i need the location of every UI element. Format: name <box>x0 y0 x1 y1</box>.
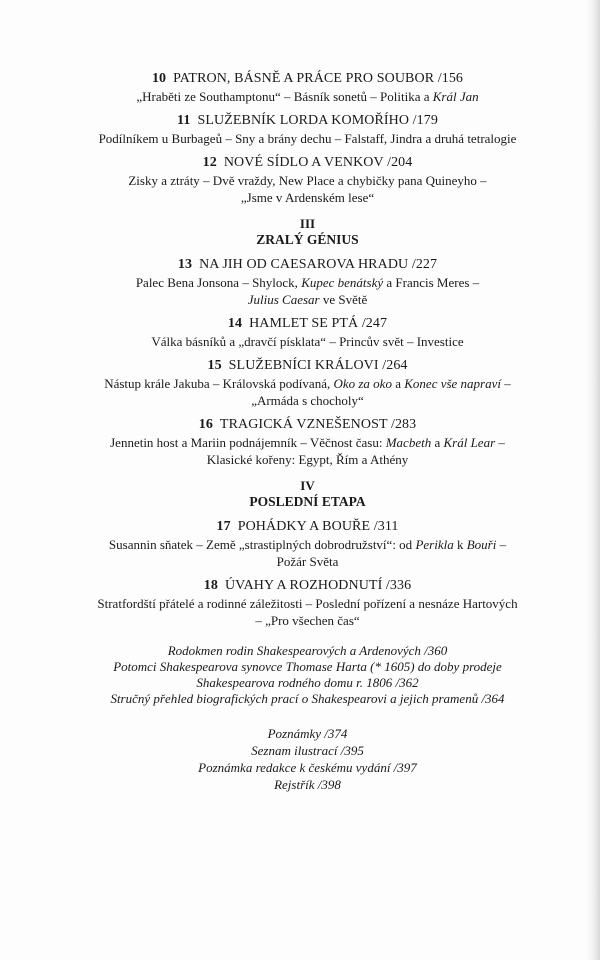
chapter-summary-line <box>40 333 575 350</box>
table-of-contents <box>40 70 575 793</box>
summary-text: ve Světě <box>319 292 368 307</box>
back-matter <box>40 725 575 793</box>
chapter-heading <box>40 70 575 88</box>
part-4-heading <box>40 478 575 510</box>
appendix-line: Stručný přehled biografických prací o Shakespearovi a jejich pramenů /364 <box>110 691 505 706</box>
summary-text: Klasické kořeny: Egypt, Řím a Athény <box>206 452 409 467</box>
toc-chapter-entry <box>40 416 575 468</box>
summary-text: a <box>431 435 444 450</box>
appendix-line: Shakespearova rodného domu r. 1806 /362 <box>196 675 419 690</box>
work-title: Kupec benátský <box>301 275 384 290</box>
work-title: Julius Caesar <box>247 292 320 307</box>
chapter-summary-line <box>40 274 575 291</box>
chapter-heading <box>40 112 575 130</box>
toc-chapter-entry <box>40 112 575 147</box>
back-matter-line: Poznámka redakce k českému vydání /397 <box>198 760 417 775</box>
summary-text: Susannin sňatek – Země „strastiplných dobrodružství“: od <box>108 537 416 552</box>
summary-text: – <box>496 537 507 552</box>
summary-text: – <box>501 376 511 391</box>
part-number: III <box>299 216 316 231</box>
part-4-chapters <box>40 518 575 629</box>
summary-text: a <box>391 376 405 391</box>
toc-chapter-entry <box>40 357 575 409</box>
summary-text: a Francis Meres – <box>383 275 480 290</box>
chapter-number: 13 <box>177 257 193 272</box>
chapter-summary-line <box>40 553 575 570</box>
summary-text: „Armáda s chocholy“ <box>251 393 364 408</box>
chapter-number: 16 <box>198 417 213 432</box>
chapter-heading <box>40 416 575 434</box>
toc-chapter-entry <box>40 518 575 570</box>
chapter-summary-line <box>40 595 575 612</box>
work-title: Macbeth <box>385 435 432 450</box>
appendix-line: Potomci Shakespearova synovce Thomase Harta (* 1605) do doby prodeje <box>113 659 502 674</box>
chapter-number: 14 <box>227 316 243 331</box>
summary-text: Jennetin host a Mariin podnájemník – Věčnost času: <box>110 435 386 450</box>
summary-text: Zisky a ztráty – Dvě vraždy, New Place a chybičky pana Quineyho – <box>128 173 487 188</box>
part-3-heading <box>40 216 575 248</box>
chapter-summary-line <box>40 536 575 553</box>
chapter-title: NOVÉ SÍDLO A VENKOV /204 <box>223 155 413 170</box>
summary-text: – „Pro všechen čas“ <box>255 613 360 628</box>
appendices <box>40 643 575 707</box>
part-3-chapters <box>40 256 575 468</box>
chapter-number: 15 <box>207 358 222 373</box>
summary-text: k <box>453 537 467 552</box>
chapter-summary-line <box>40 375 575 392</box>
chapter-heading <box>40 315 575 333</box>
chapter-number: 10 <box>151 71 167 86</box>
chapters-part-2-tail <box>40 70 575 206</box>
chapter-number: 12 <box>202 155 217 170</box>
chapter-heading <box>40 577 575 595</box>
chapter-heading <box>40 357 575 375</box>
chapter-heading <box>40 256 575 274</box>
summary-text: Nástup krále Jakuba – Královská podívaná, <box>104 376 334 391</box>
toc-chapter-entry <box>40 154 575 206</box>
chapter-title: SLUŽEBNÍK LORDA KOMOŘÍHO /179 <box>197 113 438 128</box>
work-title: Král Lear <box>443 435 496 450</box>
chapter-summary-line <box>40 392 575 409</box>
chapter-number: 11 <box>177 113 191 128</box>
chapter-summary-line <box>40 172 575 189</box>
chapter-title: PATRON, BÁSNĚ A PRÁCE PRO SOUBOR /156 <box>173 71 464 86</box>
work-title: Oko za oko <box>333 376 392 391</box>
chapter-number: 18 <box>203 578 218 593</box>
back-matter-line: Poznámky /374 <box>267 726 348 741</box>
toc-chapter-entry <box>40 256 575 308</box>
chapter-title: SLUŽEBNÍCI KRÁLOVI /264 <box>228 358 408 373</box>
chapter-heading <box>40 154 575 172</box>
chapter-summary-line <box>40 612 575 629</box>
part-title: ZRALÝ GÉNIUS <box>256 232 359 247</box>
chapter-heading <box>40 518 575 536</box>
work-title: Konec vše napraví <box>404 376 502 391</box>
work-title: Perikla <box>415 537 454 552</box>
chapter-summary-line <box>40 451 575 468</box>
summary-text: „Hraběti ze Southamptonu“ – Básník sonetů – Politika a <box>136 89 433 104</box>
part-number: IV <box>300 478 315 493</box>
work-title: Král Jan <box>432 89 479 104</box>
chapter-number: 17 <box>216 519 231 534</box>
back-matter-line: Rejstřík /398 <box>274 777 341 792</box>
chapter-title: NA JIH OD CAESAROVA HRADU /227 <box>199 257 438 272</box>
chapter-title: HAMLET SE PTÁ /247 <box>249 316 388 331</box>
appendix-line: Rodokmen rodin Shakespearových a Ardenových /360 <box>167 643 448 658</box>
chapter-title: POHÁDKY A BOUŘE /311 <box>237 519 399 534</box>
chapter-summary-line <box>40 130 575 147</box>
summary-text: Podílníkem u Burbageů – Sny a brány dechu – Falstaff, Jindra a druhá tetralogie <box>98 131 517 146</box>
summary-text: – <box>495 435 505 450</box>
toc-chapter-entry <box>40 315 575 350</box>
chapter-summary-line <box>40 189 575 206</box>
summary-text: Palec Bena Jonsona – Shylock, <box>135 275 302 290</box>
part-title: POSLEDNÍ ETAPA <box>249 494 366 509</box>
toc-chapter-entry <box>40 577 575 629</box>
summary-text: Požár Světa <box>276 554 339 569</box>
summary-text: Válka básníků a „dravčí písklata“ – Princův svět – Investice <box>151 334 464 349</box>
back-matter-line: Seznam ilustrací /395 <box>251 743 364 758</box>
chapter-title: TRAGICKÁ VZNEŠENOST /283 <box>219 417 417 432</box>
toc-chapter-entry <box>40 70 575 105</box>
summary-text: Stratfordští přátelé a rodinné záležitosti – Poslední pořízení a nesnáze Hartových <box>97 596 518 611</box>
chapter-summary-line <box>40 291 575 308</box>
page-edge-shadow <box>586 0 600 960</box>
work-title: Bouři <box>466 537 497 552</box>
summary-text: „Jsme v Ardenském lese“ <box>240 190 375 205</box>
chapter-summary-line <box>40 434 575 451</box>
chapter-summary-line <box>40 88 575 105</box>
chapter-title: ÚVAHY A ROZHODNUTÍ /336 <box>224 578 412 593</box>
